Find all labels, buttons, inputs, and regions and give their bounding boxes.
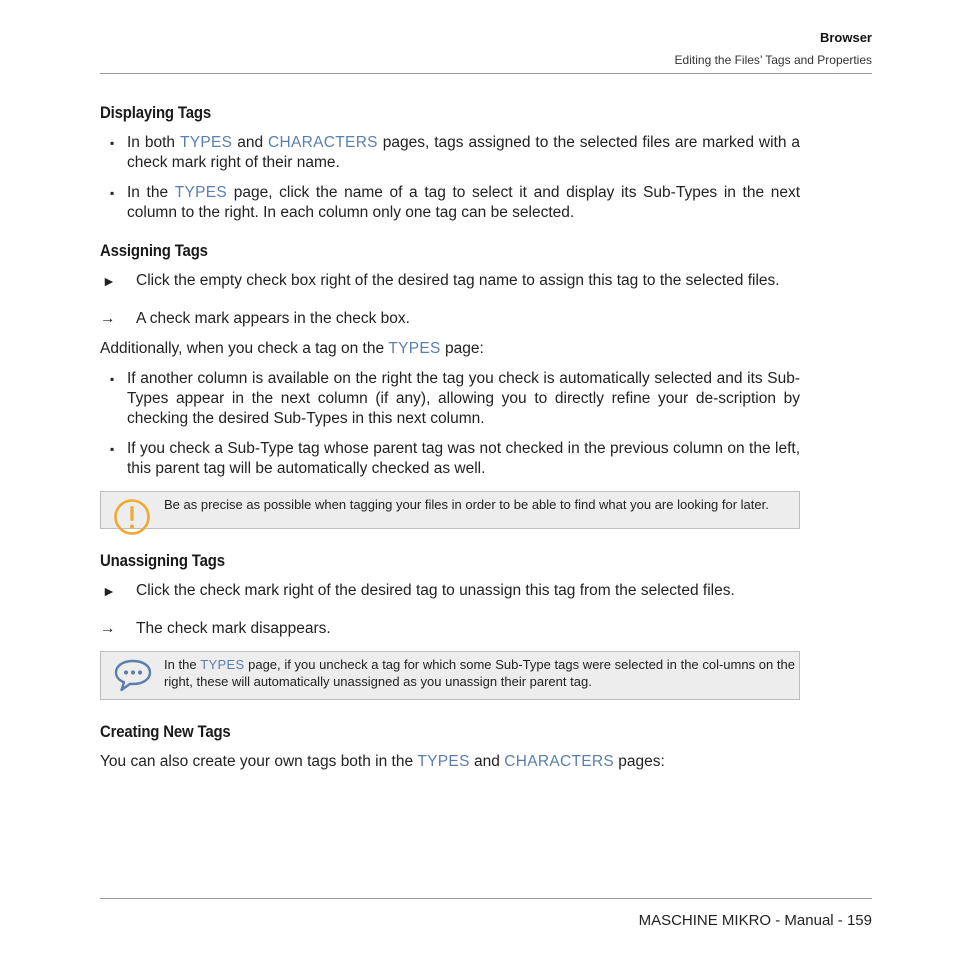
text: In the [164, 656, 201, 672]
keyword-types: TYPES [174, 184, 228, 201]
keyword-types: TYPES [417, 752, 470, 770]
text: If you check a Sub-Type tag whose parent tag was not checked in the previous column on the left, this parent tag will be automatically checked as well. [127, 440, 800, 477]
page-content [100, 103, 800, 782]
footer-text: MASCHINE MIKRO - Manual - 159 [638, 912, 872, 929]
warning-text: Be as precise as possible when tagging your files in order to be able to find what you are looking for later. [164, 497, 769, 512]
text: and [232, 134, 269, 151]
footer-rule [100, 898, 872, 899]
exclamation-circle-icon [113, 498, 151, 541]
tip-note [100, 651, 800, 700]
speech-bubble-icon [113, 658, 153, 699]
text: If another column is available on the right the tag you check is automatically selected and its Sub-Types appear in the next column (if any), allowing you to directly refine your de-scription by checking the desired Sub-Types in this next column. [127, 370, 800, 427]
bullet-glyph: ▪ [110, 186, 115, 200]
result-arrow-icon: → [100, 310, 116, 327]
list-item [100, 183, 800, 223]
text: page, click the name of a tag to select it and display its Sub-Types in the next column to the right. In each column only one tag can be selected. [127, 184, 800, 221]
step-arrow-icon: ► [102, 582, 116, 599]
page-header [100, 30, 872, 74]
step-result [100, 619, 800, 639]
paragraph [100, 752, 800, 772]
step-arrow-icon: ► [102, 273, 116, 289]
keyword-characters: CHARACTERS [268, 134, 378, 151]
section-unassigning-tags [100, 551, 800, 700]
result-text: The check mark disappears. [136, 619, 331, 637]
heading-unassigning-tags: Unassigning Tags [100, 550, 225, 570]
heading-assigning-tags: Assigning Tags [100, 241, 208, 260]
heading-creating-new-tags: Creating New Tags [100, 721, 231, 741]
header-section: Browser [819, 30, 872, 45]
text: pages: [614, 752, 665, 770]
step-text: Click the empty check box right of the desired tag name to assign this tag to the selected files. [136, 272, 780, 289]
header-subsection: Editing the Files’ Tags and Properties [674, 53, 872, 67]
section-displaying-tags [100, 103, 800, 223]
list-item [100, 439, 800, 479]
text: page: [440, 340, 484, 357]
step-result [100, 309, 800, 329]
bullet-glyph: ▪ [110, 372, 115, 386]
text: In both [127, 134, 180, 151]
header-rule [100, 73, 872, 74]
step-instruction [100, 271, 800, 291]
bullet-list [100, 369, 800, 479]
section-assigning-tags [100, 241, 800, 529]
result-text: A check mark appears in the check box. [136, 310, 410, 327]
paragraph [100, 339, 800, 359]
result-arrow-icon: → [100, 619, 116, 637]
bullet-glyph: ▪ [110, 442, 115, 456]
text: You can also create your own tags both in the [100, 752, 418, 770]
page-footer [100, 898, 872, 929]
keyword-types: TYPES [388, 340, 441, 357]
text: In the [127, 184, 175, 201]
list-item [100, 133, 800, 173]
step-instruction [100, 581, 800, 601]
step-text: Click the check mark right of the desired tag to unassign this tag from the selected files. [136, 581, 735, 599]
text: Additionally, when you check a tag on the [100, 340, 389, 357]
keyword-characters: CHARACTERS [504, 752, 614, 770]
text: and [469, 752, 505, 770]
text: pages, tags assigned to the selected files are marked with a check mark right of their name. [127, 134, 800, 171]
section-creating-tags [100, 722, 800, 772]
bullet-list [100, 133, 800, 223]
text: page, if you uncheck a tag for which some Sub-Type tags were selected in the col-umns on the right, these will automatically unassigned as you unassign their parent tag. [164, 656, 795, 689]
bullet-glyph: ▪ [110, 136, 115, 150]
list-item [100, 369, 800, 429]
keyword-types: TYPES [200, 656, 245, 672]
warning-note [100, 491, 800, 529]
keyword-types: TYPES [179, 134, 233, 151]
heading-displaying-tags: Displaying Tags [100, 103, 211, 122]
